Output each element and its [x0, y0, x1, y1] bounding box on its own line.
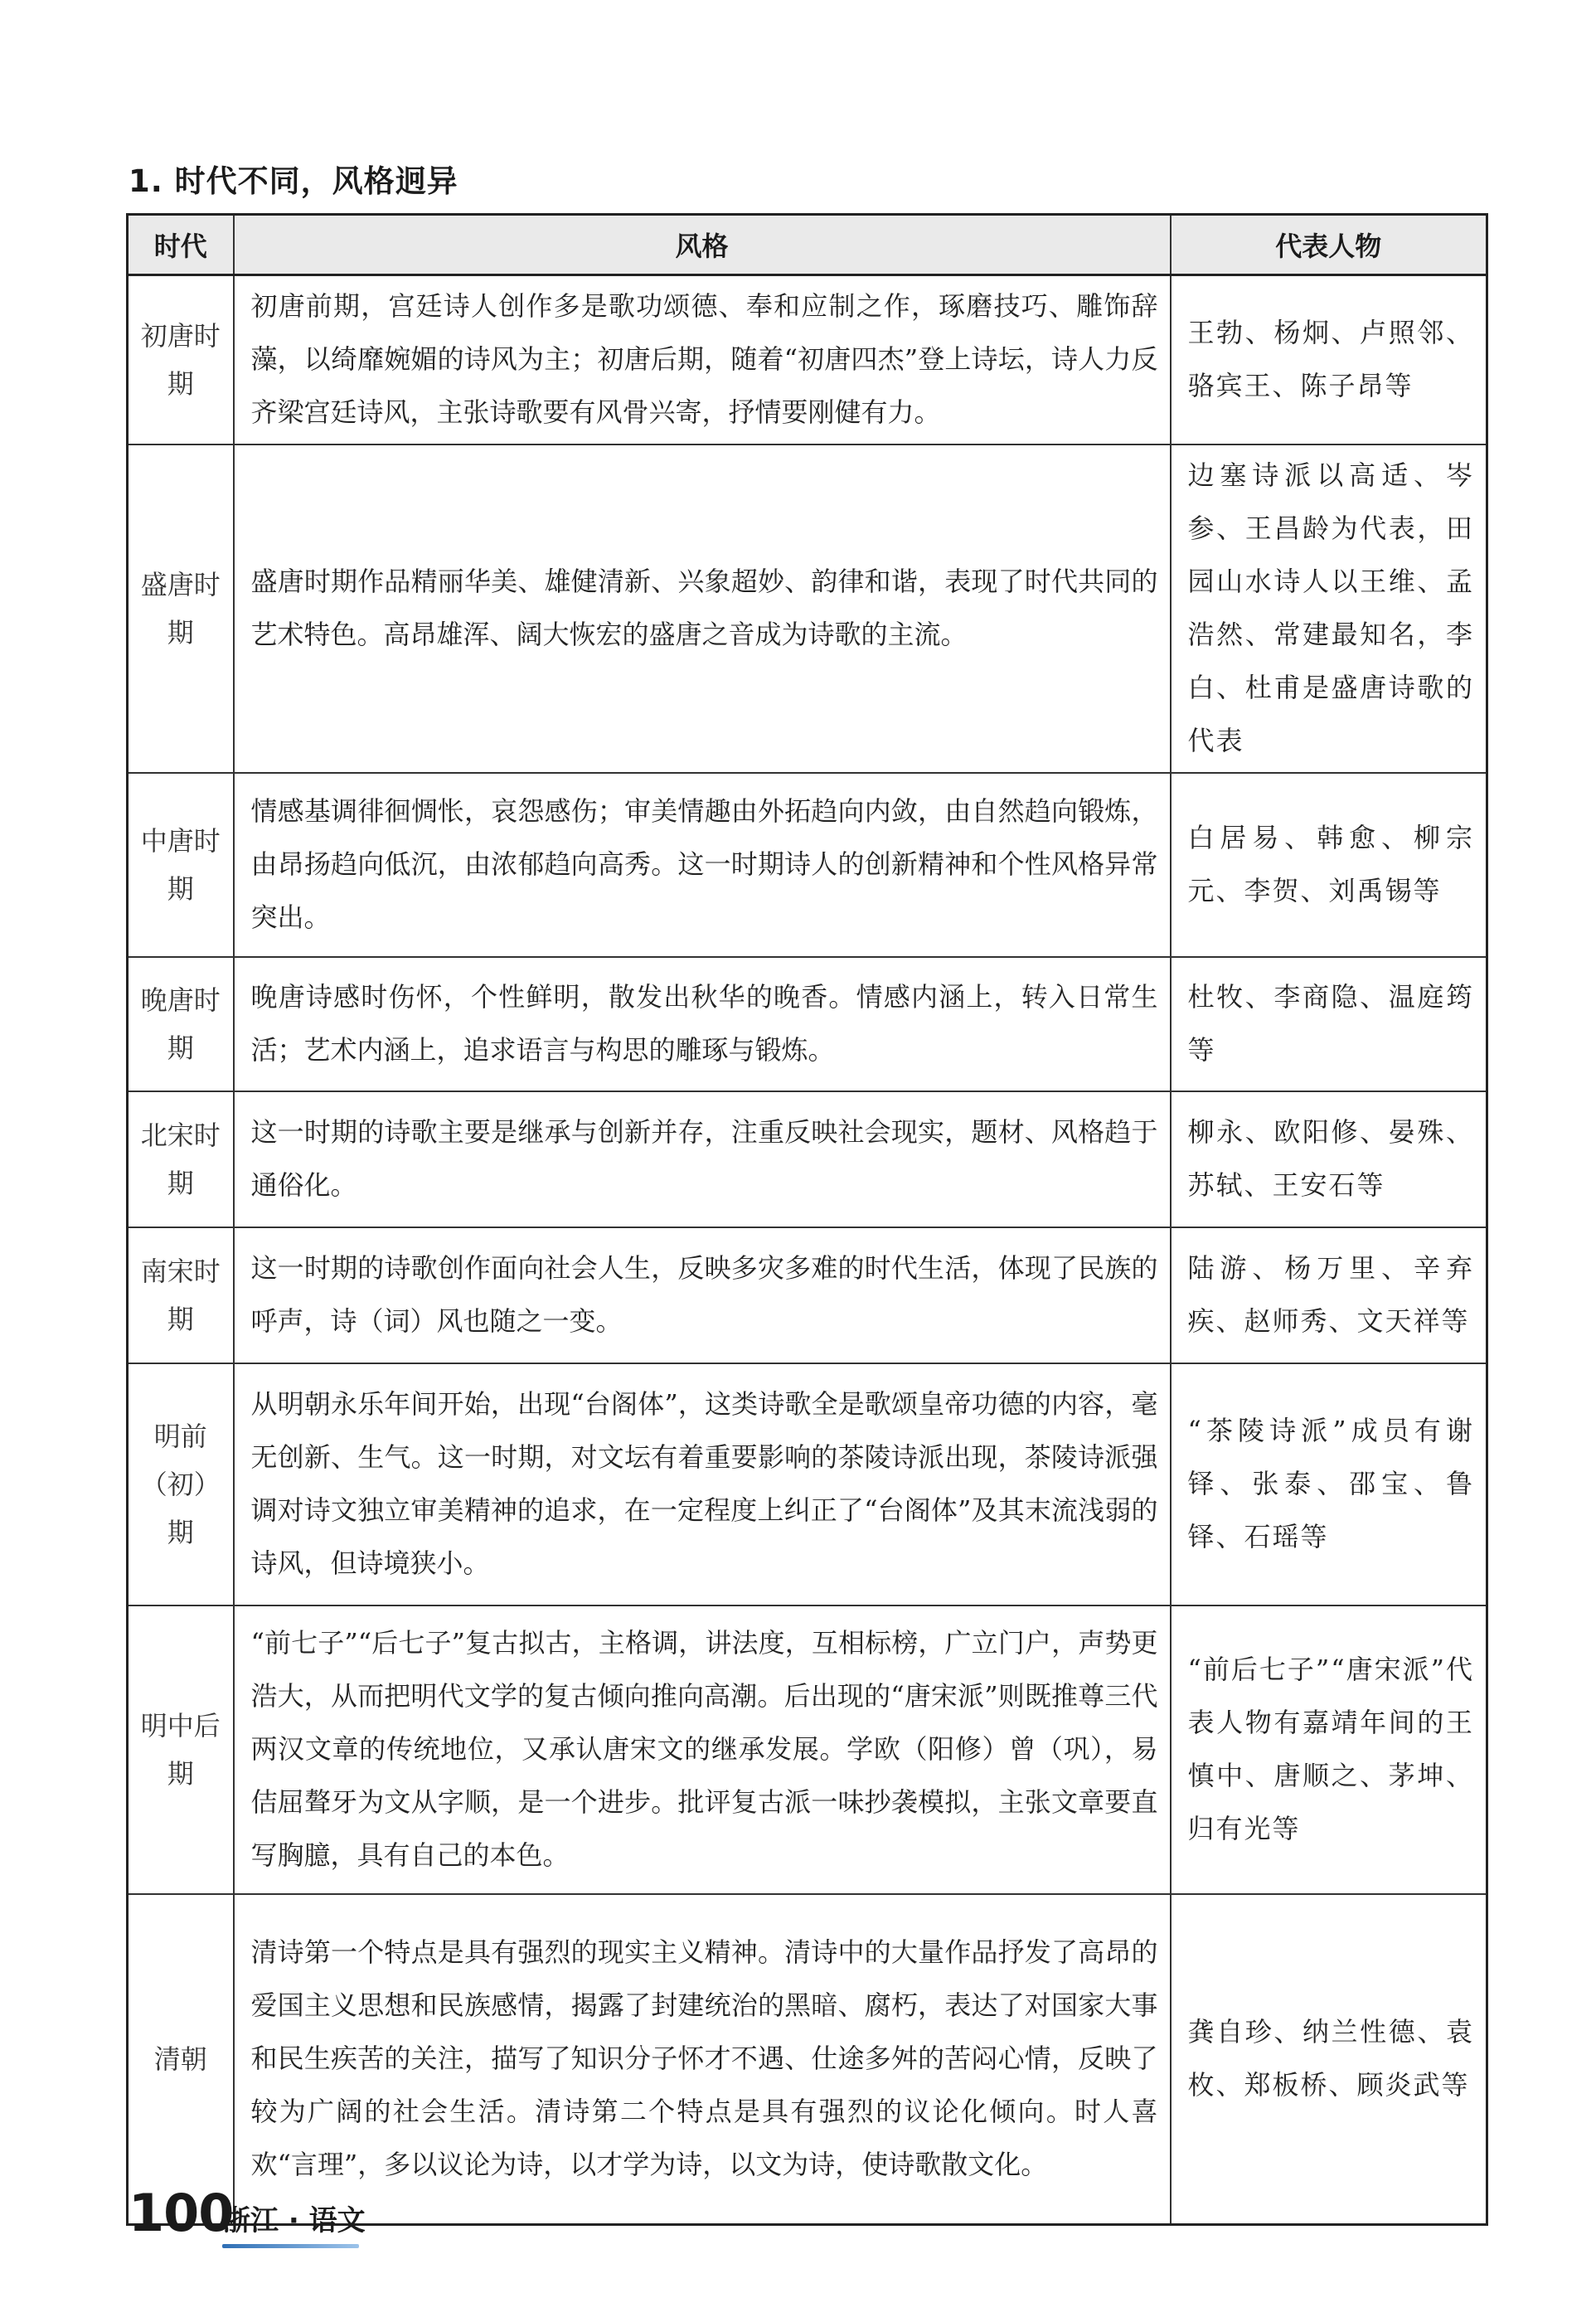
table-row — [128, 444, 1487, 773]
representatives-cell: 柳永、欧阳修、晏殊、苏轼、王安石等 — [1171, 1091, 1487, 1227]
representatives-cell: “前后七子”“唐宋派”代表人物有嘉靖年间的王慎中、唐顺之、茅坤、归有光等 — [1171, 1605, 1487, 1894]
era-cell: 明前（初）期 — [128, 1363, 234, 1605]
style-cell: 这一时期的诗歌主要是继承与创新并存，注重反映社会现实，题材、风格趋于通俗化。 — [234, 1091, 1171, 1227]
representatives-cell: “茶陵诗派”成员有谢铎、张泰、邵宝、鲁铎、石瑶等 — [1171, 1363, 1487, 1605]
table-row — [128, 773, 1487, 957]
section-title: 1. 时代不同，风格迥异 — [129, 163, 458, 199]
style-cell: 从明朝永乐年间开始，出现“台阁体”，这类诗歌全是歌颂皇帝功德的内容，毫无创新、生气。这一时期，对文坛有着重要影响的茶陵诗派出现，茶陵诗派强调对诗文独立审美精神的追求，在一定程度上纠正了“台阁体”及其末流浅弱的诗风，但诗境狭小。 — [234, 1363, 1171, 1605]
representatives-cell: 白居易、韩愈、柳宗元、李贺、刘禹锡等 — [1171, 773, 1487, 957]
style-cell: 盛唐时期作品精丽华美、雄健清新、兴象超妙、韵律和谐，表现了时代共同的艺术特色。高昂雄浑、阔大恢宏的盛唐之音成为诗歌的主流。 — [234, 444, 1171, 773]
table-row — [128, 1894, 1487, 2224]
table-row — [128, 957, 1487, 1091]
era-cell: 盛唐时期 — [128, 444, 234, 773]
representatives-cell: 王勃、杨炯、卢照邻、骆宾王、陈子昂等 — [1171, 275, 1487, 445]
footer-subject-label: 浙江 · 语文 — [222, 2204, 366, 2237]
style-cell: 清诗第一个特点是具有强烈的现实主义精神。清诗中的大量作品抒发了高昂的爱国主义思想和民族感情，揭露了封建统治的黑暗、腐朽，表达了对国家大事和民生疾苦的关注，描写了知识分子怀才不遇、仕途多舛的苦闷心情，反映了较为广阔的社会生活。清诗第二个特点是具有强烈的议论化倾向。时人喜欢“言理”，多以议论为诗，以才学为诗，以文为诗，使诗歌散文化。 — [234, 1894, 1171, 2224]
style-cell: 晚唐诗感时伤怀，个性鲜明，散发出秋华的晚香。情感内涵上，转入日常生活；艺术内涵上，追求语言与构思的雕琢与锻炼。 — [234, 957, 1171, 1091]
table-row — [128, 275, 1487, 445]
style-cell: 情感基调徘徊惆怅，哀怨感伤；审美情趣由外拓趋向内敛，由自然趋向锻炼，由昂扬趋向低沉，由浓郁趋向高秀。这一时期诗人的创新精神和个性风格异常突出。 — [234, 773, 1171, 957]
era-cell: 北宋时期 — [128, 1091, 234, 1227]
footer-accent-bar — [222, 2244, 359, 2248]
representatives-cell: 边塞诗派以高适、岑参、王昌龄为代表，田园山水诗人以王维、孟浩然、常建最知名，李白、杜甫是盛唐诗歌的代表 — [1171, 444, 1487, 773]
era-cell: 清朝 — [128, 1894, 234, 2224]
style-cell: “前七子”“后七子”复古拟古，主格调，讲法度，互相标榜，广立门户，声势更浩大，从而把明代文学的复古倾向推向高潮。后出现的“唐宋派”则既推尊三代两汉文章的传统地位，又承认唐宋文的继承发展。学欧（阳修）曾（巩），易佶屈聱牙为文从字顺，是一个进步。批评复古派一味抄袭模拟，主张文章要直写胸臆，具有自己的本色。 — [234, 1605, 1171, 1894]
era-cell: 南宋时期 — [128, 1227, 234, 1363]
representatives-cell: 龚自珍、纳兰性德、袁枚、郑板桥、顾炎武等 — [1171, 1894, 1487, 2224]
table-row — [128, 1227, 1487, 1363]
header-style: 风格 — [234, 215, 1171, 275]
table-row — [128, 1091, 1487, 1227]
header-era: 时代 — [128, 215, 234, 275]
era-cell: 明中后期 — [128, 1605, 234, 1894]
style-cell: 初唐前期，宫廷诗人创作多是歌功颂德、奉和应制之作，琢磨技巧、雕饰辞藻，以绮靡婉媚的诗风为主；初唐后期，随着“初唐四杰”登上诗坛，诗人力反齐梁宫廷诗风，主张诗歌要有风骨兴寄，抒情要刚健有力。 — [234, 275, 1171, 445]
table-row — [128, 1363, 1487, 1605]
era-cell: 初唐时期 — [128, 275, 234, 445]
era-cell: 晚唐时期 — [128, 957, 234, 1091]
era-style-table — [126, 213, 1488, 2226]
page-number: 100 — [129, 2183, 234, 2243]
era-cell: 中唐时期 — [128, 773, 234, 957]
representatives-cell: 陆游、杨万里、辛弃疾、赵师秀、文天祥等 — [1171, 1227, 1487, 1363]
table-header-row — [128, 215, 1487, 275]
table-row — [128, 1605, 1487, 1894]
representatives-cell: 杜牧、李商隐、温庭筠等 — [1171, 957, 1487, 1091]
header-representatives: 代表人物 — [1171, 215, 1487, 275]
style-cell: 这一时期的诗歌创作面向社会人生，反映多灾多难的时代生活，体现了民族的呼声，诗（词）风也随之一变。 — [234, 1227, 1171, 1363]
